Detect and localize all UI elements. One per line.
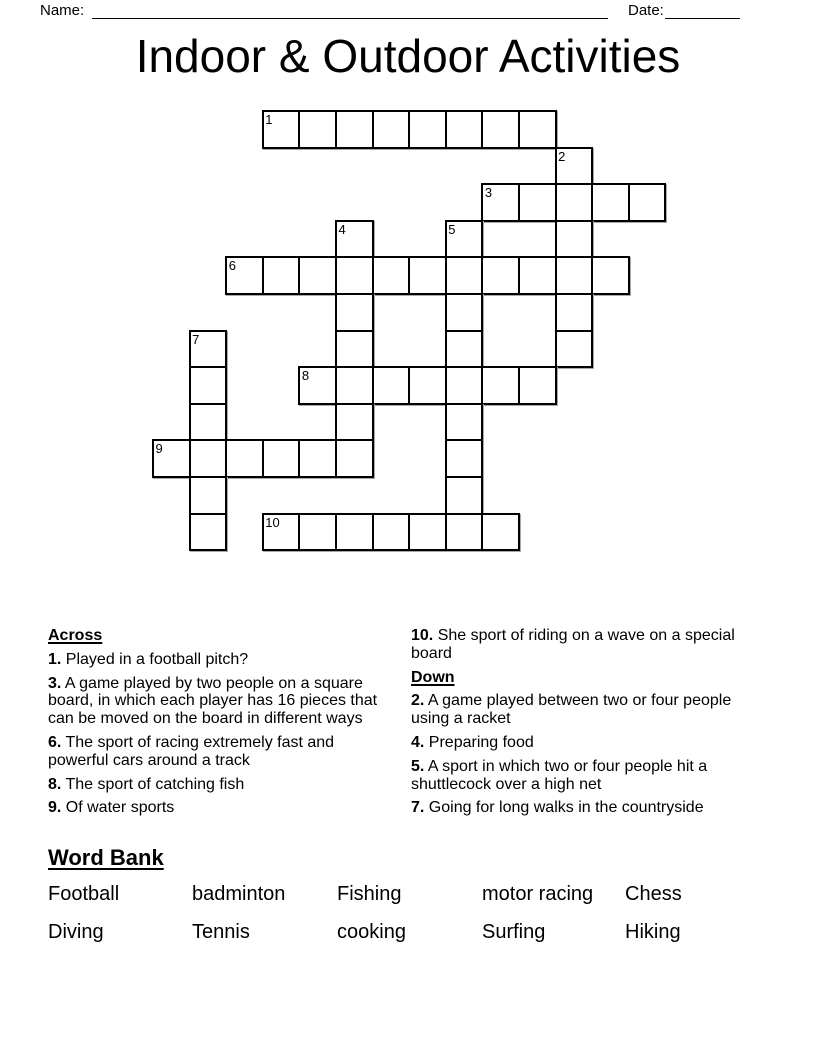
grid-cell-r2-c10[interactable] — [518, 183, 557, 222]
grid-cell-r6-c5[interactable] — [335, 330, 374, 369]
grid-cell-r7-c7[interactable] — [408, 366, 447, 405]
grid-cell-r2-c12[interactable] — [591, 183, 630, 222]
grid-cell-r3-c11[interactable] — [555, 220, 594, 259]
grid-cell-r7-c6[interactable] — [372, 366, 411, 405]
cell-number: 7 — [192, 331, 200, 347]
grid-cell-r4-c5[interactable] — [335, 256, 374, 295]
grid-cell-r9-c5[interactable] — [335, 439, 374, 478]
grid-cell-r2-c9[interactable] — [481, 183, 520, 222]
grid-cell-r10-c8[interactable] — [445, 476, 484, 515]
grid-cell-r9-c0[interactable] — [152, 439, 191, 478]
grid-cell-r0-c5[interactable] — [335, 110, 374, 149]
clues-column-right — [411, 627, 745, 823]
cell-number: 1 — [265, 112, 273, 127]
word-bank-item: cooking — [337, 921, 406, 943]
grid-cell-r8-c1[interactable] — [189, 403, 228, 442]
grid-cell-r9-c4[interactable] — [298, 439, 337, 478]
grid-cell-r9-c2[interactable] — [225, 439, 264, 478]
grid-cell-r4-c10[interactable] — [518, 256, 557, 295]
grid-cell-r11-c4[interactable] — [298, 513, 337, 552]
grid-cell-r6-c1[interactable] — [189, 330, 228, 369]
grid-cell-r3-c5[interactable] — [335, 220, 374, 259]
clue-number: 4. — [411, 733, 425, 751]
grid-cell-r11-c1[interactable] — [189, 513, 228, 552]
name-label: Name: — [40, 2, 85, 19]
cell-number: 9 — [155, 441, 163, 457]
grid-cell-r4-c7[interactable] — [408, 256, 447, 295]
grid-cell-r4-c3[interactable] — [262, 256, 301, 295]
grid-cell-r0-c8[interactable] — [445, 110, 484, 149]
clue-6: 6. The sport of racing extremely fast and powerful cars around a track — [48, 733, 335, 769]
cell-number: 2 — [558, 148, 566, 164]
clue-number: 7. — [411, 799, 425, 817]
cell-number: 6 — [228, 258, 236, 274]
grid-cell-r4-c8[interactable] — [445, 256, 484, 295]
word-bank-item: Hiking — [625, 921, 681, 943]
grid-cell-r5-c11[interactable] — [555, 293, 594, 332]
cell-number: 8 — [301, 368, 310, 384]
grid-cell-r8-c8[interactable] — [445, 403, 484, 442]
grid-cell-r11-c6[interactable] — [372, 513, 411, 552]
grid-cell-r9-c1[interactable] — [189, 439, 228, 478]
grid-cell-r11-c3[interactable] — [262, 513, 301, 552]
clue-5: 5. A sport in which two or four people hit a shuttlecock over a high net — [411, 757, 708, 793]
grid-cell-r9-c3[interactable] — [262, 439, 301, 478]
grid-cell-r6-c11[interactable] — [555, 330, 594, 369]
grid-cell-r2-c13[interactable] — [628, 183, 667, 222]
clue-number: 8. — [48, 775, 62, 793]
grid-cell-r11-c9[interactable] — [481, 513, 520, 552]
grid-cell-r5-c5[interactable] — [335, 293, 374, 332]
cell-number: 5 — [448, 221, 456, 237]
clue-4: 4. Preparing food — [411, 733, 534, 751]
date-label: Date: — [628, 2, 664, 19]
word-bank-item: badminton — [192, 883, 286, 905]
grid-cell-r4-c2[interactable] — [225, 256, 264, 295]
grid-cell-r11-c5[interactable] — [335, 513, 374, 552]
grid-cell-r4-c9[interactable] — [481, 256, 520, 295]
grid-cell-r0-c3[interactable] — [262, 110, 301, 149]
clue-number: 9. — [48, 799, 62, 817]
grid-cell-r7-c4[interactable] — [298, 366, 337, 405]
down-heading: Down — [411, 668, 455, 686]
clue-number: 5. — [411, 757, 425, 775]
cell-number: 10 — [265, 514, 280, 530]
clue-10: 10. She sport of riding on a wave on a special board — [411, 627, 735, 662]
grid-cell-r3-c8[interactable] — [445, 220, 484, 259]
grid-cell-r0-c9[interactable] — [481, 110, 520, 149]
grid-cell-r2-c11[interactable] — [555, 183, 594, 222]
word-bank-item: Chess — [625, 883, 682, 905]
worksheet-title: Indoor & Outdoor Activities — [135, 30, 681, 82]
grid-cell-r0-c4[interactable] — [298, 110, 337, 149]
word-bank-heading: Word Bank — [48, 845, 164, 870]
clue-9: 9. Of water sports — [48, 799, 175, 817]
word-bank-item: Tennis — [192, 921, 250, 943]
cell-number: 3 — [484, 185, 493, 201]
clue-number: 6. — [48, 733, 62, 751]
word-bank-row — [48, 920, 768, 958]
clue-8: 8. The sport of catching fish — [48, 775, 245, 793]
grid-cell-r7-c5[interactable] — [335, 366, 374, 405]
grid-cell-r0-c6[interactable] — [372, 110, 411, 149]
grid-cell-r11-c8[interactable] — [445, 513, 484, 552]
grid-cell-r11-c7[interactable] — [408, 513, 447, 552]
clue-number: 1. — [48, 650, 62, 668]
clue-2: 2. A game played between two or four people using a racket — [411, 692, 732, 728]
grid-cell-r4-c6[interactable] — [372, 256, 411, 295]
clues-column-left — [48, 627, 378, 823]
word-bank-item: Diving — [48, 921, 104, 943]
cell-number: 4 — [338, 221, 346, 237]
clue-3: 3. A game played by two people on a square board, in which each player has 16 pieces that can be moved on the board in different ways — [48, 674, 378, 728]
grid-cell-r5-c8[interactable] — [445, 293, 484, 332]
word-bank-row — [48, 882, 768, 920]
clue-7: 7. Going for long walks in the countryside — [411, 799, 704, 817]
across-heading: Across — [48, 627, 103, 644]
clue-number: 10. — [411, 627, 434, 644]
word-bank-item: Surfing — [482, 921, 546, 943]
grid-cell-r6-c8[interactable] — [445, 330, 484, 369]
grid-cell-r4-c4[interactable] — [298, 256, 337, 295]
grid-cell-r4-c12[interactable] — [591, 256, 630, 295]
grid-cell-r8-c5[interactable] — [335, 403, 374, 442]
grid-cell-r10-c1[interactable] — [189, 476, 228, 515]
grid-cell-r7-c1[interactable] — [189, 366, 228, 405]
word-bank-item: motor racing — [482, 883, 594, 905]
grid-cell-r0-c10[interactable] — [518, 110, 557, 149]
clue-1: 1. Played in a football pitch? — [48, 650, 249, 668]
word-bank-item: Fishing — [337, 883, 402, 905]
word-bank-item: Football — [48, 883, 120, 905]
clue-number: 2. — [411, 692, 425, 710]
grid-cell-r9-c8[interactable] — [445, 439, 484, 478]
grid-cell-r7-c8[interactable] — [445, 366, 484, 405]
grid-cell-r7-c9[interactable] — [481, 366, 520, 405]
grid-cell-r1-c11[interactable] — [555, 147, 594, 186]
grid-cell-r7-c10[interactable] — [518, 366, 557, 405]
clue-number: 3. — [48, 674, 62, 692]
grid-cell-r4-c11[interactable] — [555, 256, 594, 295]
grid-cell-r0-c7[interactable] — [408, 110, 447, 149]
word-bank-section — [48, 845, 768, 958]
